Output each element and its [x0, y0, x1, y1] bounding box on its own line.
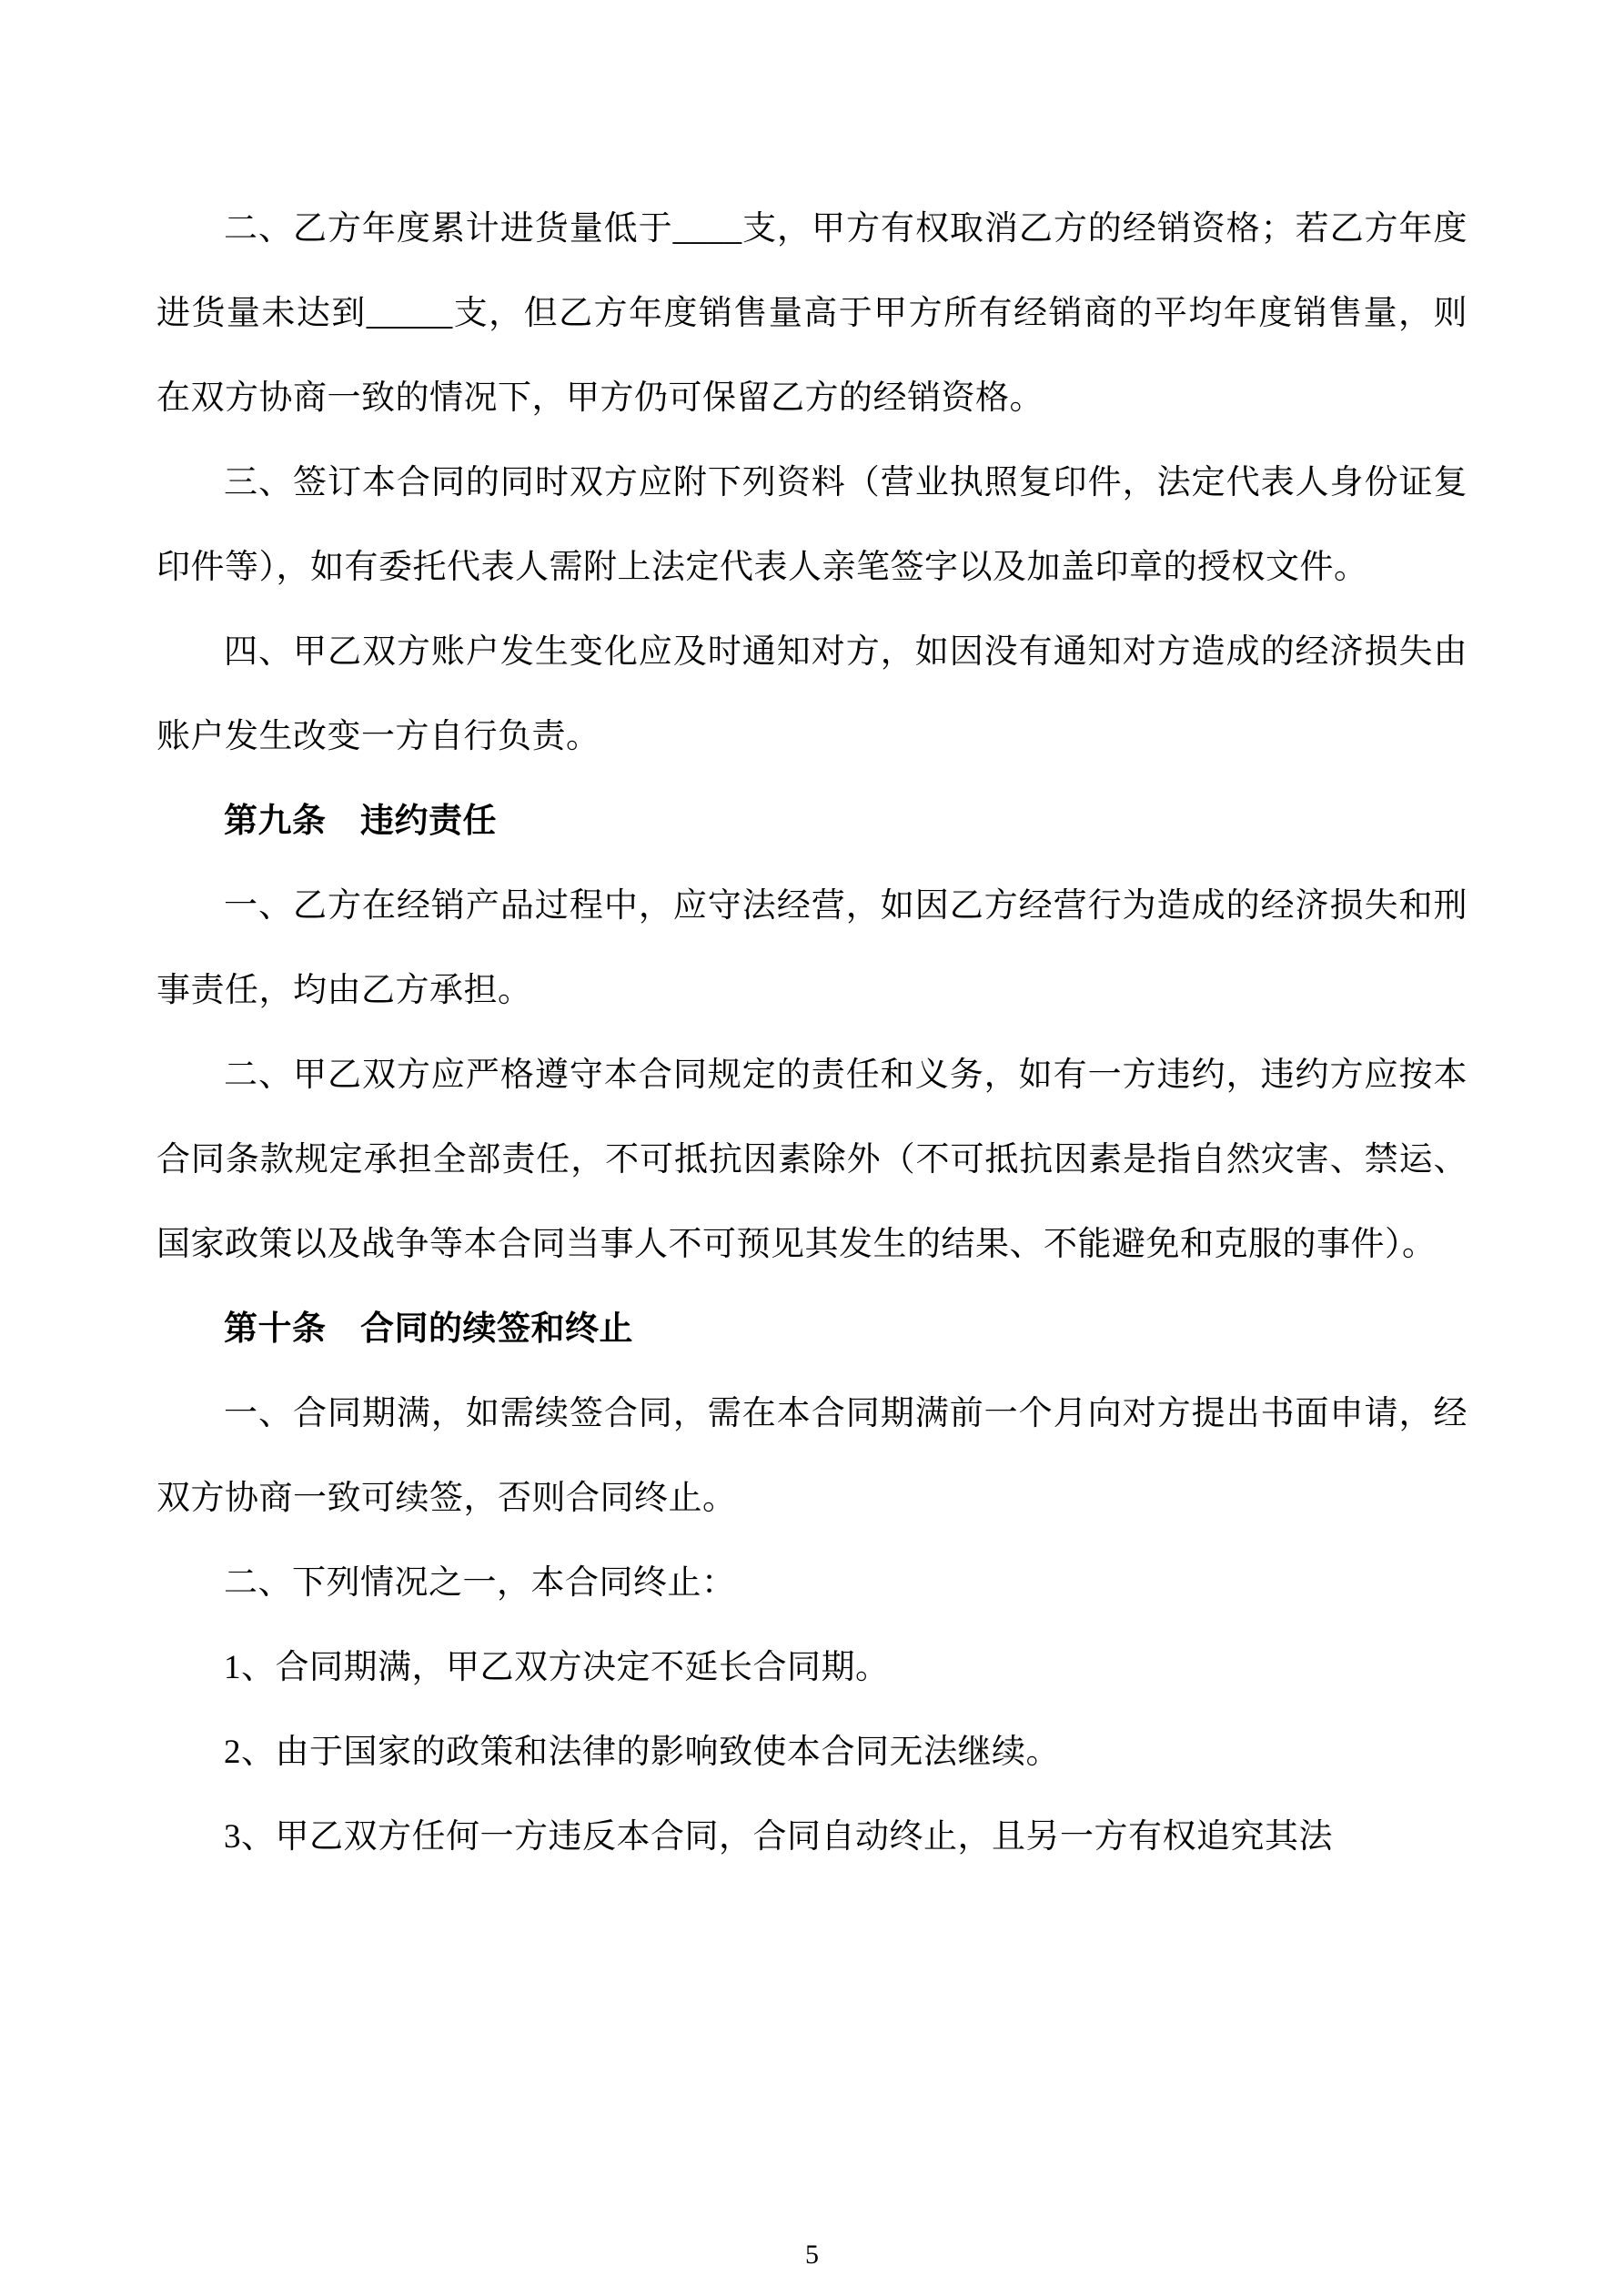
page-number: 5: [805, 2240, 819, 2270]
paragraph: 四、甲乙双方账户发生变化应及时通知对方，如因没有通知对方造成的经济损失由账户发生改变一方自行负责。: [156, 633, 1468, 755]
paragraph: 二、下列情况之一，本合同终止：: [224, 1564, 736, 1602]
document-body: [156, 187, 1468, 1879]
paragraph: 3、甲乙双方任何一方违反本合同，合同自动终止，且另一方有权追究其法: [224, 1818, 1333, 1856]
paragraph: 1、合同期满，甲乙双方决定不延长合同期。: [224, 1649, 890, 1686]
paragraph: 二、甲乙双方应严格遵守本合同规定的责任和义务，如有一方违约，违约方应按本合同条款规定承担全部责任，不可抵抗因素除外（不可抵抗因素是指自然灾害、禁运、国家政策以及战争等本合同当事人不可预见其发生的结果、不能避免和克服的事件）。: [156, 1057, 1468, 1263]
paragraph: 2、由于国家的政策和法律的影响致使本合同无法继续。: [224, 1734, 1060, 1771]
page-footer: [0, 2240, 1624, 2271]
paragraph: 三、签订本合同的同时双方应附下列资料（营业执照复印件，法定代表人身份证复印件等），如有委托代表人需附上法定代表人亲笔签字以及加盖印章的授权文件。: [156, 464, 1468, 586]
paragraph: 一、乙方在经销产品过程中，应守法经营，如因乙方经营行为造成的经济损失和刑事责任，均由乙方承担。: [156, 887, 1468, 1009]
section-heading-article-9: 第九条 违约责任: [224, 803, 497, 840]
section-heading-article-10: 第十条 合同的续签和终止: [224, 1310, 633, 1348]
paragraph: 一、合同期满，如需续签合同，需在本合同期满前一个月向对方提出书面申请，经双方协商一致可续签，否则合同终止。: [156, 1395, 1468, 1517]
paragraph: 二、乙方年度累计进货量低于____支，甲方有权取消乙方的经销资格；若乙方年度进货量未达到_____支，但乙方年度销售量高于甲方所有经销商的平均年度销售量，则在双方协商一致的情况下，甲方仍可保留乙方的经销资格。: [156, 210, 1468, 417]
